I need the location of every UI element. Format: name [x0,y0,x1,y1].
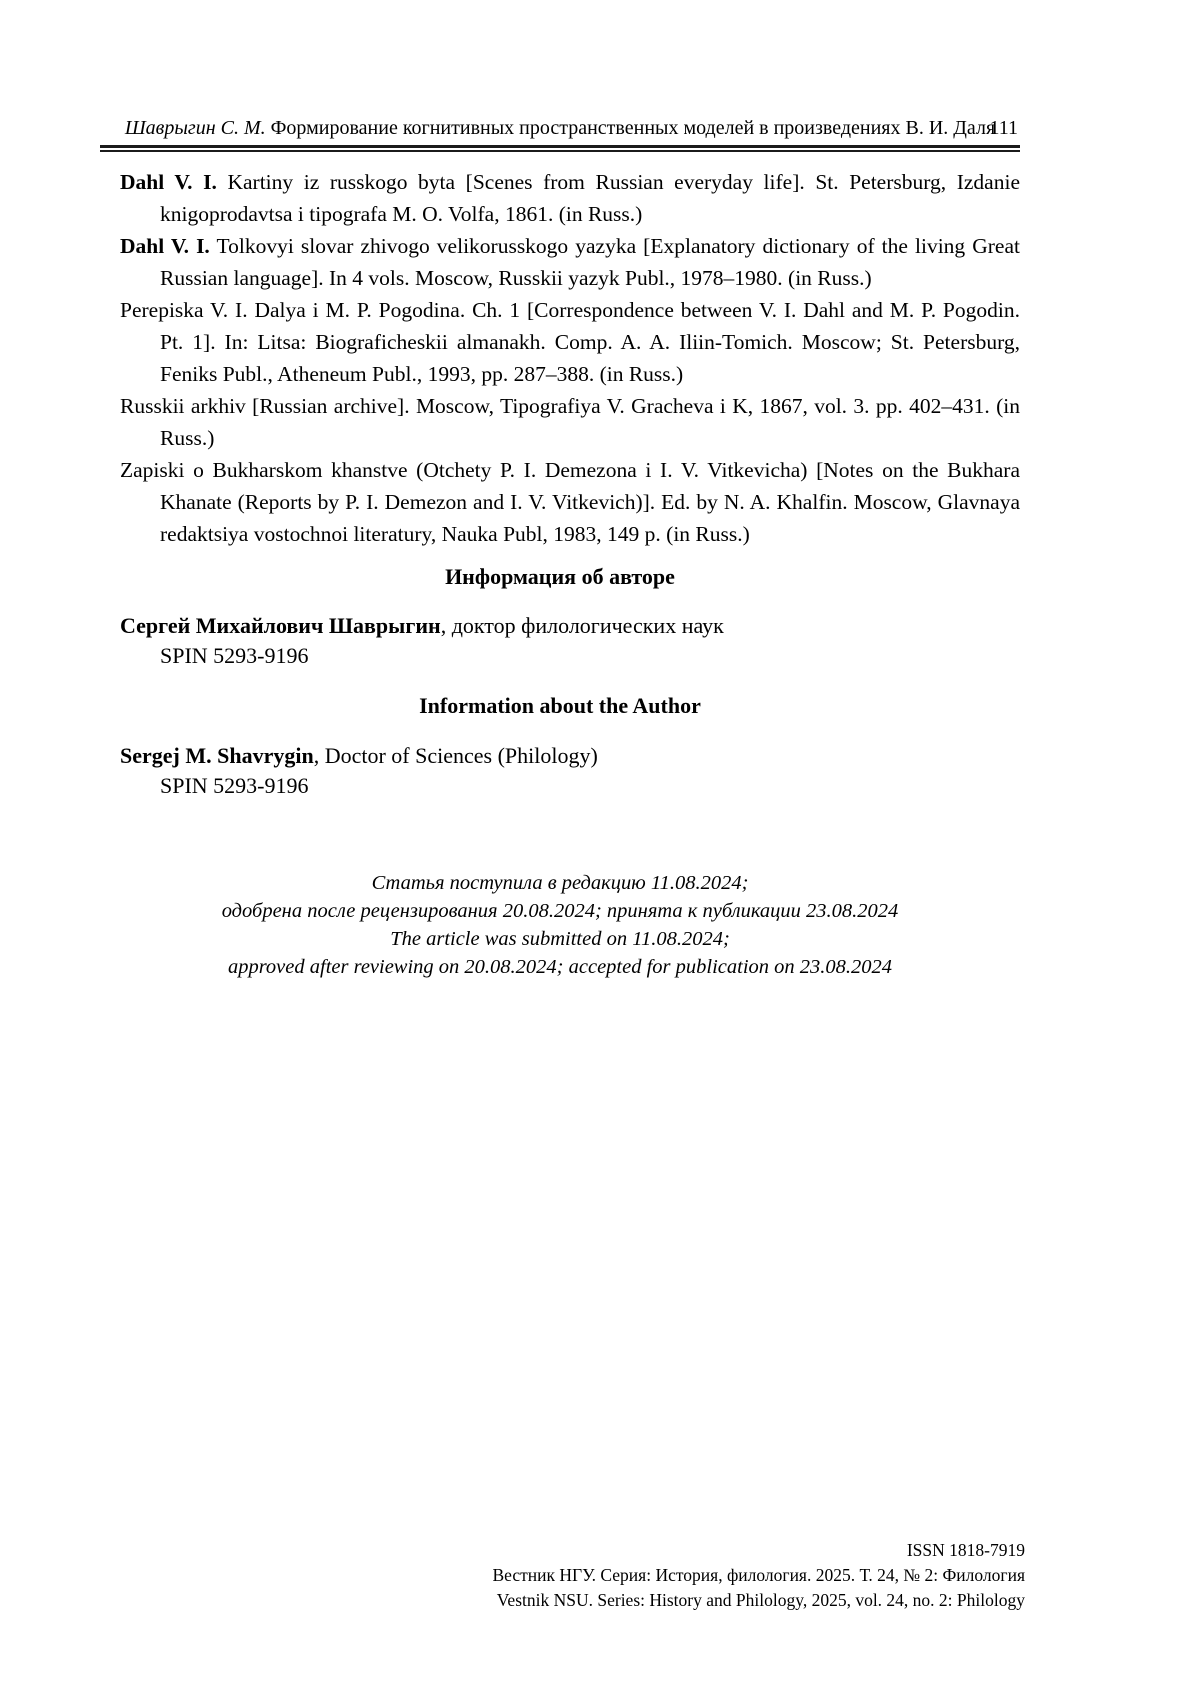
author-info-ru-line [100,611,1020,641]
author-info-en-line [100,741,1020,771]
author-name-ru: Сергей Михайлович Шаврыгин [120,613,441,638]
author-info-ru-heading: Информация об авторе [445,564,675,589]
reference-text: Zapiski o Bukharskom khanstve (Otchety P. I. Demezona i I. V. Vitkevicha) [Notes on the Bukhara Khanate (Reports by P. I. Demezon and I. V. Vitkevich)]. Ed. by N. A. Khalfin. Moscow, Glavnaya redaktsiya vostochnoi literatury, Nauka Publ, 1983, 149 p. (in Russ.) [120,458,1020,546]
submission-line-ru-1: Статья поступила в редакцию 11.08.2024; [371,872,749,894]
page-content [100,0,1020,981]
reference-entry [100,166,1020,230]
reference-text: Tolkovyi slovar zhivogo velikorusskogo yazyka [Explanatory dictionary of the living Great Russian language]. In 4 vols. Moscow, Russkii yazyk Publ., 1978–1980. (in Russ.) [160,234,1020,290]
author-spin-en: SPIN 5293-9196 [160,773,309,798]
reference-entry [100,454,1020,550]
reference-text: Kartiny iz russkogo byta [Scenes from Russian everyday life]. St. Petersburg, Izdanie knigoprodavtsa i tipografa M. O. Volfa, 1861. (in Russ.) [160,170,1020,226]
header-rule [100,145,1020,152]
running-header-author: Шаврыгин С. М. [124,117,266,139]
submission-line-en-1: The article was submitted on 11.08.2024; [390,928,730,950]
author-name-en: Sergej M. Shavrygin [120,743,314,768]
colophon-issn: ISSN 1818-7919 [906,1540,1025,1560]
running-header [100,116,1020,140]
author-spin-ru: SPIN 5293-9196 [160,643,309,668]
author-details-en: , Doctor of Sciences (Philology) [313,743,598,768]
author-info-en-heading: Information about the Author [419,693,701,718]
reference-entry [100,230,1020,294]
running-header-title: Формирование когнитивных пространственных моделей в произведениях В. И. Даля [270,117,996,139]
submission-dates [100,869,1020,981]
references-list [100,166,1020,550]
colophon-journal-en: Vestnik NSU. Series: History and Philology, 2025, vol. 24, no. 2: Philology [496,1590,1025,1610]
submission-line-en-2: approved after reviewing on 20.08.2024; accepted for publication on 23.08.2024 [227,956,893,978]
reference-text: Perepiska V. I. Dalya i M. P. Pogodina. Ch. 1 [Correspondence between V. I. Dahl and M. P. Pogodin. Pt. 1]. In: Litsa: Biograficheskii almanakh. Comp. A. A. Iliin-Tomich. Moscow; St. Petersburg, Feniks Publ., Atheneum Publ., 1993, pp. 287–388. (in Russ.) [120,298,1020,386]
reference-author: Dahl V. I. [120,170,217,194]
journal-colophon [492,1538,1025,1613]
reference-entry [100,294,1020,390]
page-number: 111 [989,117,1018,139]
submission-line-ru-2: одобрена после рецензирования 20.08.2024; принята к публикации 23.08.2024 [221,900,899,922]
reference-text: Russkii arkhiv [Russian archive]. Moscow, Tipografiya V. Gracheva i K, 1867, vol. 3. pp. 402–431. (in Russ.) [120,394,1020,450]
reference-entry [100,390,1020,454]
colophon-journal-ru: Вестник НГУ. Серия: История, филология. 2025. Т. 24, № 2: Филология [492,1565,1025,1585]
reference-author: Dahl V. I. [120,234,210,258]
author-details-ru: , доктор филологических наук [440,613,724,638]
